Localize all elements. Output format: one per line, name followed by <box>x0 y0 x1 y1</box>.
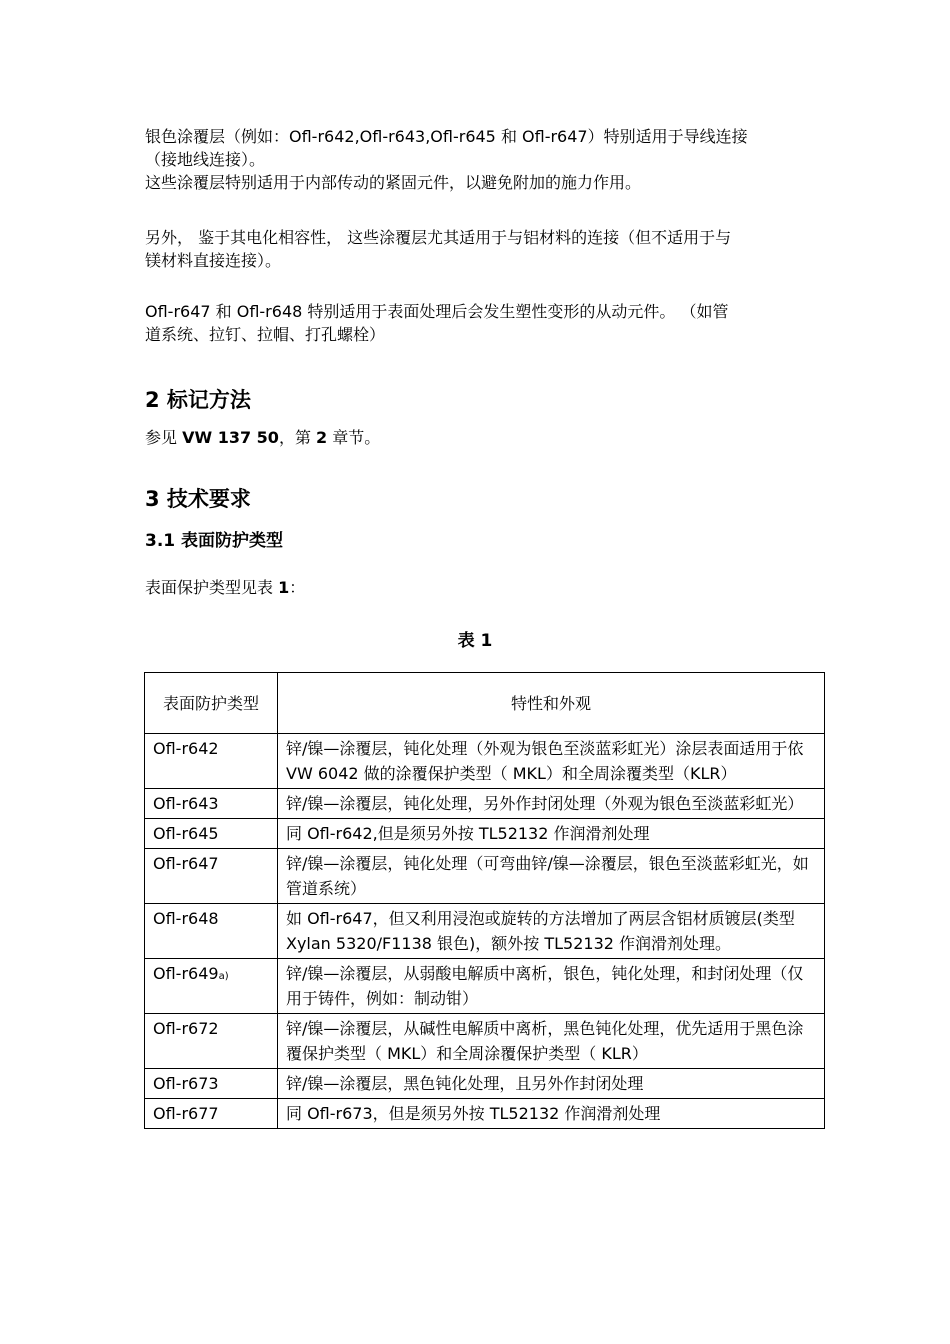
properties-cell: 同 Ofl-r673，但是须另外按 TL52132 作润滑剂处理 <box>278 1099 825 1129</box>
table-row <box>145 1014 825 1069</box>
table-body <box>145 734 825 1129</box>
protection-type-cell <box>145 1014 278 1069</box>
paragraph-line: （接地线连接）。 <box>145 150 266 169</box>
properties-cell: 锌/镍—涂覆层，从弱酸电解质中离析，银色，钝化处理，和封闭处理（仅用于铸件，例如：制动钳） <box>278 959 825 1014</box>
protection-type-cell <box>145 734 278 789</box>
text-fragment: ： <box>289 578 306 597</box>
text-fragment: 表面保护类型见表 <box>145 578 279 597</box>
footnote-marker: a) <box>218 971 229 982</box>
protection-type-cell <box>145 789 278 819</box>
protection-type-code: Ofl-r647 <box>153 854 219 873</box>
paragraph-line: 镁材料直接连接）。 <box>145 251 282 270</box>
text-fragment: 参见 <box>145 428 183 447</box>
protection-type-cell <box>145 1069 278 1099</box>
paragraph-line: Ofl-r647 和 Ofl-r648 特别适用于表面处理后会发生塑性变形的从动元件。 （如管 <box>145 302 729 321</box>
protection-type-code: Ofl-r643 <box>153 794 219 813</box>
protection-type-code: Ofl-r648 <box>153 909 219 928</box>
properties-cell: 同 Ofl-r642,但是须另外按 TL52132 作润滑剂处理 <box>278 819 825 849</box>
table-caption: 表 1 <box>457 631 493 651</box>
section-3-1-intro <box>145 576 815 599</box>
properties-cell: 锌/镍—涂覆层，钝化处理（可弯曲锌/镍—涂覆层，银色至淡蓝彩虹光，如管道系统） <box>278 849 825 904</box>
column-header-type: 表面防护类型 <box>145 673 278 734</box>
paragraph-line: 道系统、拉钉、拉帽、打孔螺栓） <box>145 325 386 344</box>
standard-reference: VW 137 50 <box>182 428 279 447</box>
section-2-text <box>145 426 815 449</box>
table-row <box>145 1069 825 1099</box>
section-2-heading: 2 标记方法 <box>145 388 251 412</box>
table-row <box>145 849 825 904</box>
protection-type-code: Ofl-r673 <box>153 1074 219 1093</box>
protection-type-cell <box>145 1099 278 1129</box>
table-row <box>145 959 825 1014</box>
text-fragment: ，第 <box>278 428 317 447</box>
protection-type-cell <box>145 959 278 1014</box>
section-3-1-heading: 3.1 表面防护类型 <box>145 531 284 551</box>
properties-cell: 锌/镍—涂覆层，钝化处理，另外作封闭处理（外观为银色至淡蓝彩虹光） <box>278 789 825 819</box>
paragraph-line: 银色涂覆层（例如：Ofl-r642,Ofl-r643,Ofl-r645 和 Ofl-r647）特别适用于导线连接 <box>145 127 748 146</box>
protection-type-code: Ofl-r642 <box>153 739 219 758</box>
table-row <box>145 789 825 819</box>
paragraph-silver-coating <box>145 125 815 194</box>
protection-type-cell <box>145 849 278 904</box>
protection-type-code: Ofl-r645 <box>153 824 219 843</box>
table-row <box>145 819 825 849</box>
paragraph-plastic-deformation <box>145 300 815 346</box>
properties-cell: 锌/镍—涂覆层，从碱性电解质中离析，黑色钝化处理，优先适用于黑色涂覆保护类型（ MKL）和全周涂覆保护类型（ KLR） <box>278 1014 825 1069</box>
table-row <box>145 1099 825 1129</box>
paragraph-compatibility <box>145 226 815 272</box>
protection-type-code: Ofl-r672 <box>153 1019 219 1038</box>
table-row <box>145 734 825 789</box>
protection-type-code: Ofl-r649 <box>153 964 219 983</box>
column-header-properties: 特性和外观 <box>278 673 825 734</box>
properties-cell: 锌/镍—涂覆层，黑色钝化处理，且另外作封闭处理 <box>278 1069 825 1099</box>
paragraph-line: 另外， 鉴于其电化相容性， 这些涂覆层尤其适用于与铝材料的连接（但不适用于与 <box>145 228 732 247</box>
chapter-number: 2 <box>316 428 328 447</box>
properties-cell: 如 Ofl-r647，但又利用浸泡或旋转的方法增加了两层含铝材质镀层(类型 Xylan 5320/F1138 银色)，额外按 TL52132 作润滑剂处理。 <box>278 904 825 959</box>
text-fragment: 章节。 <box>327 428 381 447</box>
protection-type-cell <box>145 904 278 959</box>
table-header-row <box>145 673 825 734</box>
table-number: 1 <box>278 578 290 597</box>
section-3-heading: 3 技术要求 <box>145 487 251 511</box>
paragraph-line: 这些涂覆层特别适用于内部传动的紧固元件，以避免附加的施力作用。 <box>145 173 642 192</box>
table-row <box>145 904 825 959</box>
properties-cell: 锌/镍—涂覆层，钝化处理（外观为银色至淡蓝彩虹光）涂层表面适用于依 VW 6042 做的涂覆保护类型（ MKL）和全周涂覆类型（KLR） <box>278 734 825 789</box>
protection-type-code: Ofl-r677 <box>153 1104 219 1123</box>
protection-type-cell <box>145 819 278 849</box>
surface-protection-table <box>144 672 825 1129</box>
